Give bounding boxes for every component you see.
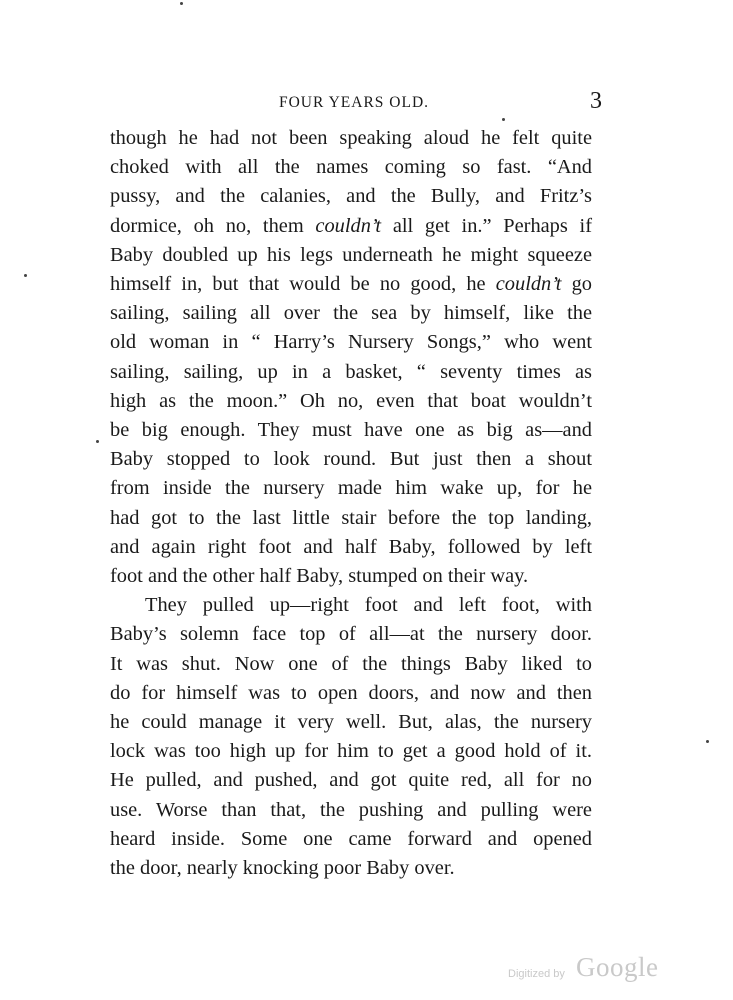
text-line: Baby stopped to look round. But just then a shout [110,448,592,471]
running-head [110,88,602,118]
text-line: choked with all the names coming so fast. “And [110,156,592,179]
scan-speck [502,118,505,121]
google-logo: Google [576,952,659,982]
scan-speck [96,440,99,443]
scan-speck [180,2,183,5]
page-number: 3 [590,88,602,114]
text-line: do for himself was to open doors, and now and then [110,681,592,704]
body-text [110,124,592,883]
text-line: He pulled, and pushed, and got quite red, all for no [110,769,592,792]
text-line: himself in, but that would be no good, he couldn’t go [110,273,592,296]
text-line: dormice, oh no, them couldn’t all get in.” Perhaps if [110,214,592,237]
text-line: be big enough. They must have one as big as—and [110,419,592,442]
running-title: FOUR YEARS OLD. [278,94,430,111]
text-line: lock was too high up for him to get a good hold of it. [110,740,592,763]
text-line: pussy, and the calanies, and the Bully, and Fritz’s [110,185,592,208]
paragraph-1 [110,124,592,591]
text-line: high as the moon.” Oh no, even that boat wouldn’t [110,389,592,412]
watermark-prefix: Digitized by [508,968,565,980]
text-line: the door, nearly knocking poor Baby over. [110,857,455,880]
text-line: Baby doubled up his legs underneath he might squeeze [110,243,592,266]
text-line: use. Worse than that, the pushing and pulling were [110,798,592,821]
text-line: sailing, sailing, up in a basket, “ seventy times as [110,360,592,383]
text-line: though he had not been speaking aloud he felt quite [110,127,592,149]
text-line: Baby’s solemn face top of all—at the nursery door. [110,623,592,646]
text-line: They pulled up—right foot and left foot, with [145,594,592,617]
scan-speck [706,740,709,743]
digitized-watermark [508,952,678,988]
text-line: sailing, sailing all over the sea by himself, like the [110,302,592,325]
text-line: foot and the other half Baby, stumped on their way. [110,565,529,588]
text-line: he could manage it very well. But, alas, the nursery [110,711,592,734]
text-line: from inside the nursery made him wake up, for he [110,477,592,500]
text-line: and again right foot and half Baby, followed by left [110,535,592,558]
paragraph-2 [110,591,592,883]
text-line: heard inside. Some one came forward and opened [110,827,592,850]
text-line: It was shut. Now one of the things Baby liked to [110,652,592,675]
text-line: old woman in “ Harry’s Nursery Songs,” who went [110,331,592,354]
text-line: had got to the last little stair before the top landing, [110,506,592,529]
scan-speck [24,274,27,277]
